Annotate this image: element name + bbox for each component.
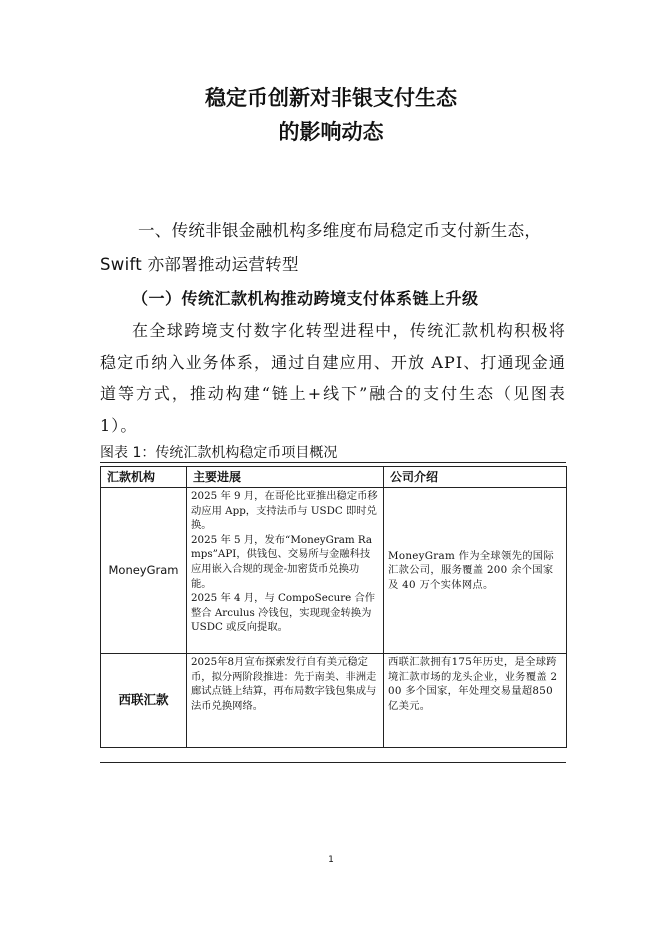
header-progress: 主要进展	[187, 467, 384, 488]
section-heading-line1: 一、传统非银金融机构多维度布局稳定币支付新生态，	[138, 221, 542, 240]
header-intro: 公司介绍	[384, 467, 567, 488]
table-caption: 图表 1：传统汇款机构稳定币项目概况	[100, 445, 338, 461]
page-number: 1	[328, 855, 334, 865]
table-row	[101, 488, 567, 654]
institution-table	[100, 466, 567, 748]
progress-item: 2025 年 5 月，发布“MoneyGram Ramps”API，供钱包、交易所与金融科技应用嵌入合规的现金-加密货币兑换功能。	[191, 533, 373, 590]
section-heading-line2: Swift 亦部署推动运营转型	[100, 255, 299, 274]
institution-name: MoneyGram	[101, 488, 187, 654]
progress-item: 2025 年 4 月，与 CompoSecure 合作整合 Arculus 冷钱包，实现现金转换为 USDC 或反向提取。	[191, 592, 376, 634]
progress-cell	[187, 488, 384, 654]
table-bottom-rule	[100, 762, 566, 763]
progress-item: 2025年8月宣布探索发行自有美元稳定币，拟分两阶段推进：先于南美、非洲走廊试点链上结算，再布局数字钱包集成与法币兑换网络。	[191, 656, 377, 712]
progress-item: 2025 年 9 月，在哥伦比亚推出稳定币移动应用 App，支持法币与 USDC 即时兑换。	[191, 490, 378, 532]
table-row	[101, 654, 567, 748]
table-header-row	[101, 467, 567, 488]
document-title-line1: 稳定币创新对非银支付生态	[205, 86, 457, 110]
subsection-heading: （一）传统汇款机构推动跨境支付体系链上升级	[132, 289, 479, 308]
table-top-rule	[100, 462, 566, 463]
header-institution: 汇款机构	[101, 467, 187, 488]
institution-name: 西联汇款	[101, 654, 187, 748]
progress-cell	[187, 654, 384, 748]
company-intro: MoneyGram 作为全球领先的国际汇款公司，服务覆盖 200 余个国家及 40 万个实体网点。	[384, 488, 567, 654]
document-title-line2: 的影响动态	[278, 120, 384, 144]
company-intro: 西联汇款拥有175年历史，是全球跨境汇款市场的龙头企业，业务覆盖 200 多个国家，年处理交易量超850 亿美元。	[384, 654, 567, 748]
body-paragraph: 在全球跨境支付数字化转型进程中，传统汇款机构积极将稳定币纳入业务体系，通过自建应用、开放 API、打通现金通道等方式，推动构建“链上+线下”融合的支付生态（见图表 1）。	[100, 321, 566, 435]
